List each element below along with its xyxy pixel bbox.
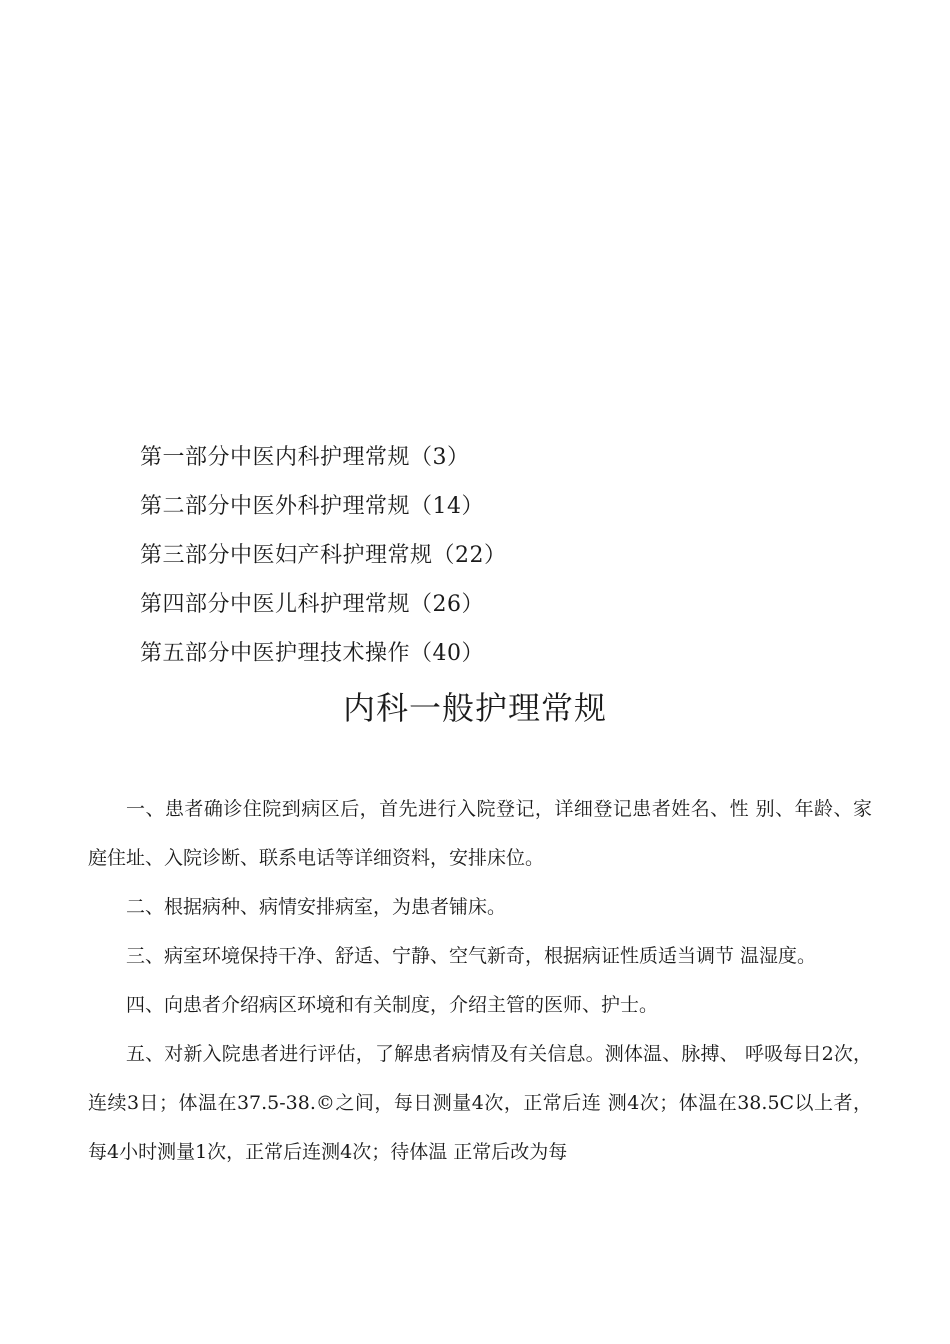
toc-item-part-4: 第四部分中医儿科护理常规（26） bbox=[140, 592, 484, 617]
toc-item-part-5: 第五部分中医护理技术操作（40） bbox=[140, 641, 484, 666]
table-of-contents bbox=[140, 433, 507, 678]
toc-item-part-1: 第一部分中医内科护理常规（3） bbox=[140, 445, 470, 470]
paragraph-1: 一、患者确诊住院到病区后，首先进行入院登记，详细登记患者姓名、性 别、年龄、家庭住址、入院诊断、联系电话等详细资料，安排床位。 bbox=[88, 798, 872, 869]
toc-item-part-2: 第二部分中医外科护理常规（14） bbox=[140, 494, 484, 519]
paragraph-5: 五、对新入院患者进行评估，了解患者病情及有关信息。测体温、脉搏、 呼吸每日2次，连续3日；体温在37.5-38.©之间，每日测量4次，正常后连 测4次；体温在38.5C以上者，每4小时测量1次，正常后连测4次；待体温 正常后改为每 bbox=[88, 1043, 872, 1163]
paragraph-4: 四、向患者介绍病区环境和有关制度，介绍主管的医师、护士。 bbox=[126, 994, 659, 1016]
paragraph-2: 二、根据病种、病情安排病室，为患者铺床。 bbox=[126, 896, 507, 918]
toc-item-part-3: 第三部分中医妇产科护理常规（22） bbox=[140, 543, 507, 568]
section-title: 内科一般护理常规 bbox=[342, 689, 607, 727]
document-body bbox=[88, 785, 872, 1177]
paragraph-3: 三、病室环境保持干净、舒适、宁静、空气新奇，根据病证性质适当调节 温湿度。 bbox=[126, 945, 817, 967]
